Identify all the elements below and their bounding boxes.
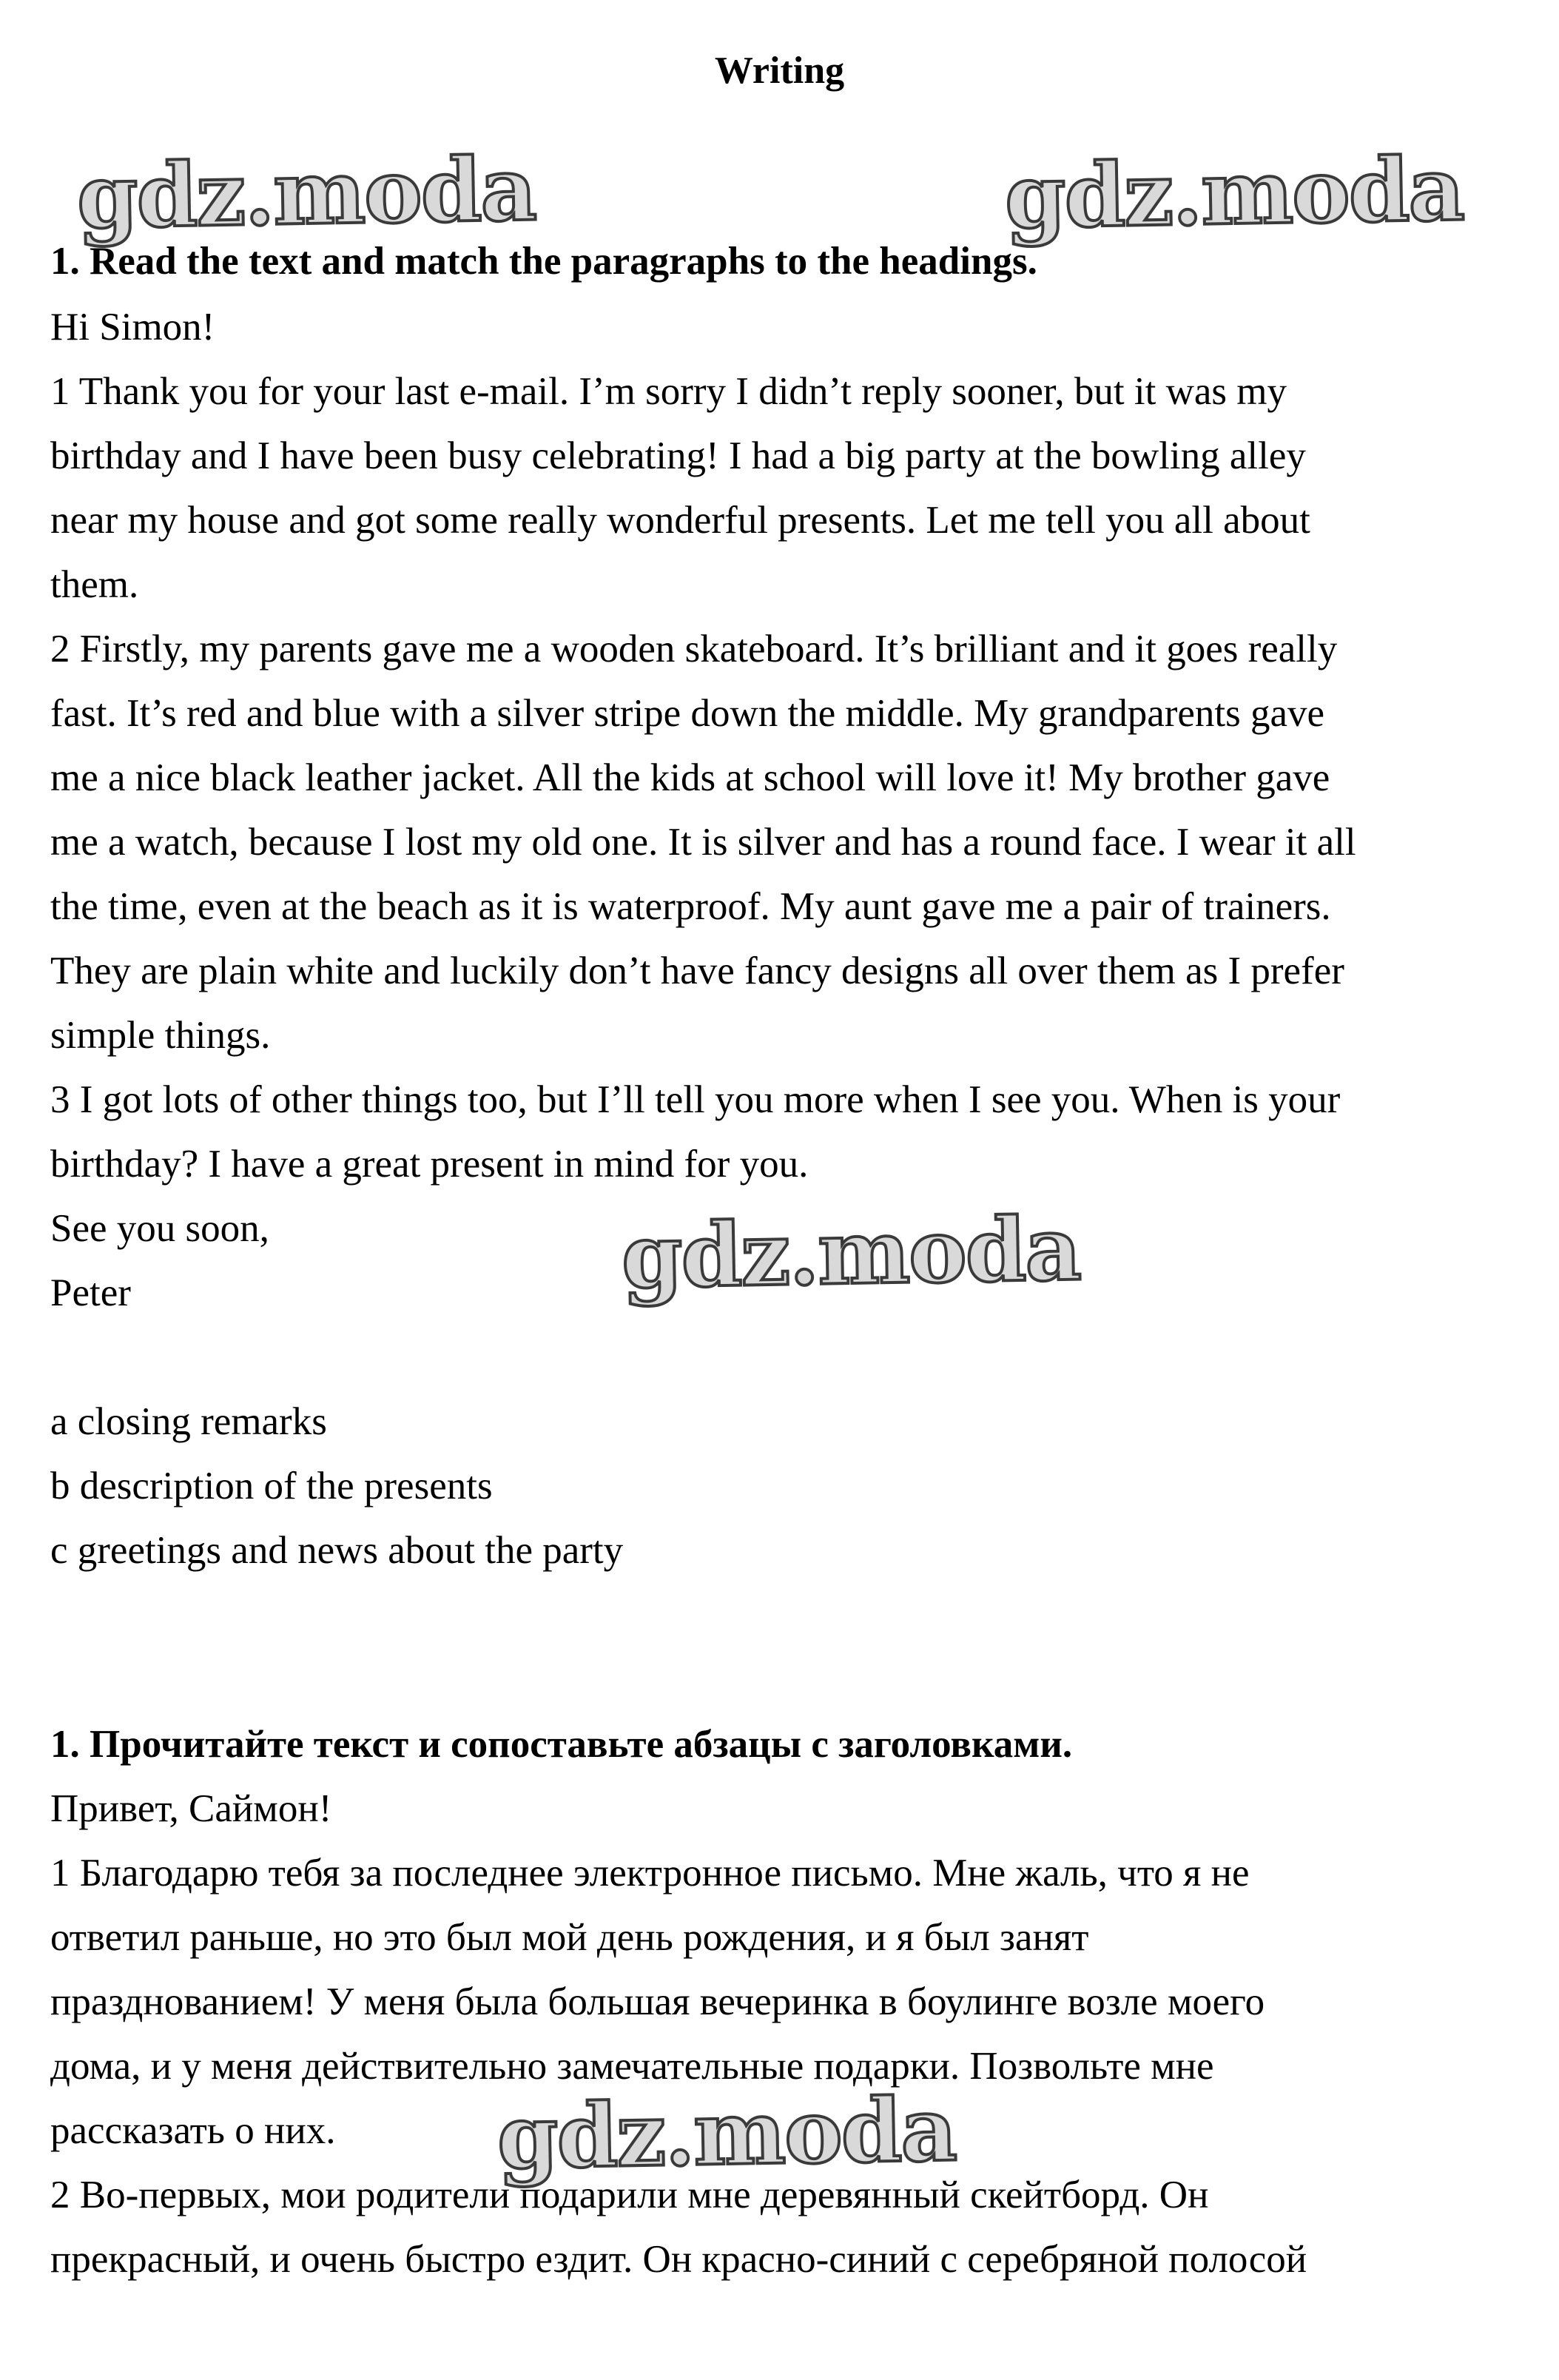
letter-line: They are plain white and luckily don’t have fancy designs all over them as I prefer	[50, 949, 1344, 992]
translation-line: 1 Благодарю тебя за последнее электронное письмо. Мне жаль, что я не	[50, 1852, 1250, 1895]
letter-line: me a watch, because I lost my old one. It is silver and has a round face. I wear it all	[50, 821, 1356, 864]
letter-line: 2 Firstly, my parents gave me a wooden skateboard. It’s brilliant and it goes really	[50, 628, 1338, 670]
letter-line: them.	[50, 563, 139, 606]
heading-option: c greetings and news about the party	[50, 1529, 624, 1572]
translation-line: Привет, Саймон!	[50, 1787, 332, 1830]
letter-line: birthday? I have a great present in mind for you.	[50, 1143, 809, 1186]
letter-signature: Peter	[50, 1271, 131, 1314]
letter-line: birthday and I have been busy celebrating! I had a big party at the bowling alley	[50, 434, 1306, 477]
heading-option: b description of the presents	[50, 1465, 493, 1507]
letter-line: the time, even at the beach as it is waterproof. My aunt gave me a pair of trainers.	[50, 885, 1331, 928]
watermark: gdz.moda	[620, 1197, 1081, 1308]
page-title: Writing	[714, 50, 845, 92]
letter-line: fast. It’s red and blue with a silver stripe down the middle. My grandparents gave	[50, 692, 1325, 735]
watermark: gdz.moda	[1003, 137, 1464, 249]
task-heading-en: 1. Read the text and match the paragraphs to the headings.	[50, 240, 1037, 283]
watermark: gdz.moda	[496, 2077, 957, 2189]
translation-line: ответил раньше, но это был мой день рождения, и я был занят	[50, 1916, 1089, 1959]
letter-line: simple things.	[50, 1014, 271, 1057]
translation-line: 2 Во-первых, мои родители подарили мне деревянный скейтборд. Он	[50, 2174, 1209, 2216]
letter-line: near my house and got some really wonderful presents. Let me tell you all about	[50, 499, 1310, 542]
watermark: gdz.moda	[75, 137, 536, 249]
heading-option: a closing remarks	[50, 1400, 327, 1443]
letter-line: Hi Simon!	[50, 306, 215, 349]
translation-line: празднованием! У меня была большая вечеринка в боулинге возле моего	[50, 1980, 1265, 2023]
translation-line: прекрасный, и очень быстро ездит. Он красно-синий с серебряной полосой	[50, 2238, 1307, 2281]
letter-line: 3 I got lots of other things too, but I’ll tell you more when I see you. When is your	[50, 1078, 1341, 1121]
translation-line: рассказать о них.	[50, 2109, 336, 2152]
task-heading-ru: 1. Прочитайте текст и сопоставьте абзацы с заголовками.	[50, 1723, 1073, 1766]
translation-line: дома, и у меня действительно замечательные подарки. Позвольте мне	[50, 2045, 1214, 2088]
letter-line: me a nice black leather jacket. All the kids at school will love it! My brother gave	[50, 756, 1330, 799]
letter-sign-off: See you soon,	[50, 1207, 269, 1250]
letter-line: 1 Thank you for your last e-mail. I’m sorry I didn’t reply sooner, but it was my	[50, 370, 1287, 413]
